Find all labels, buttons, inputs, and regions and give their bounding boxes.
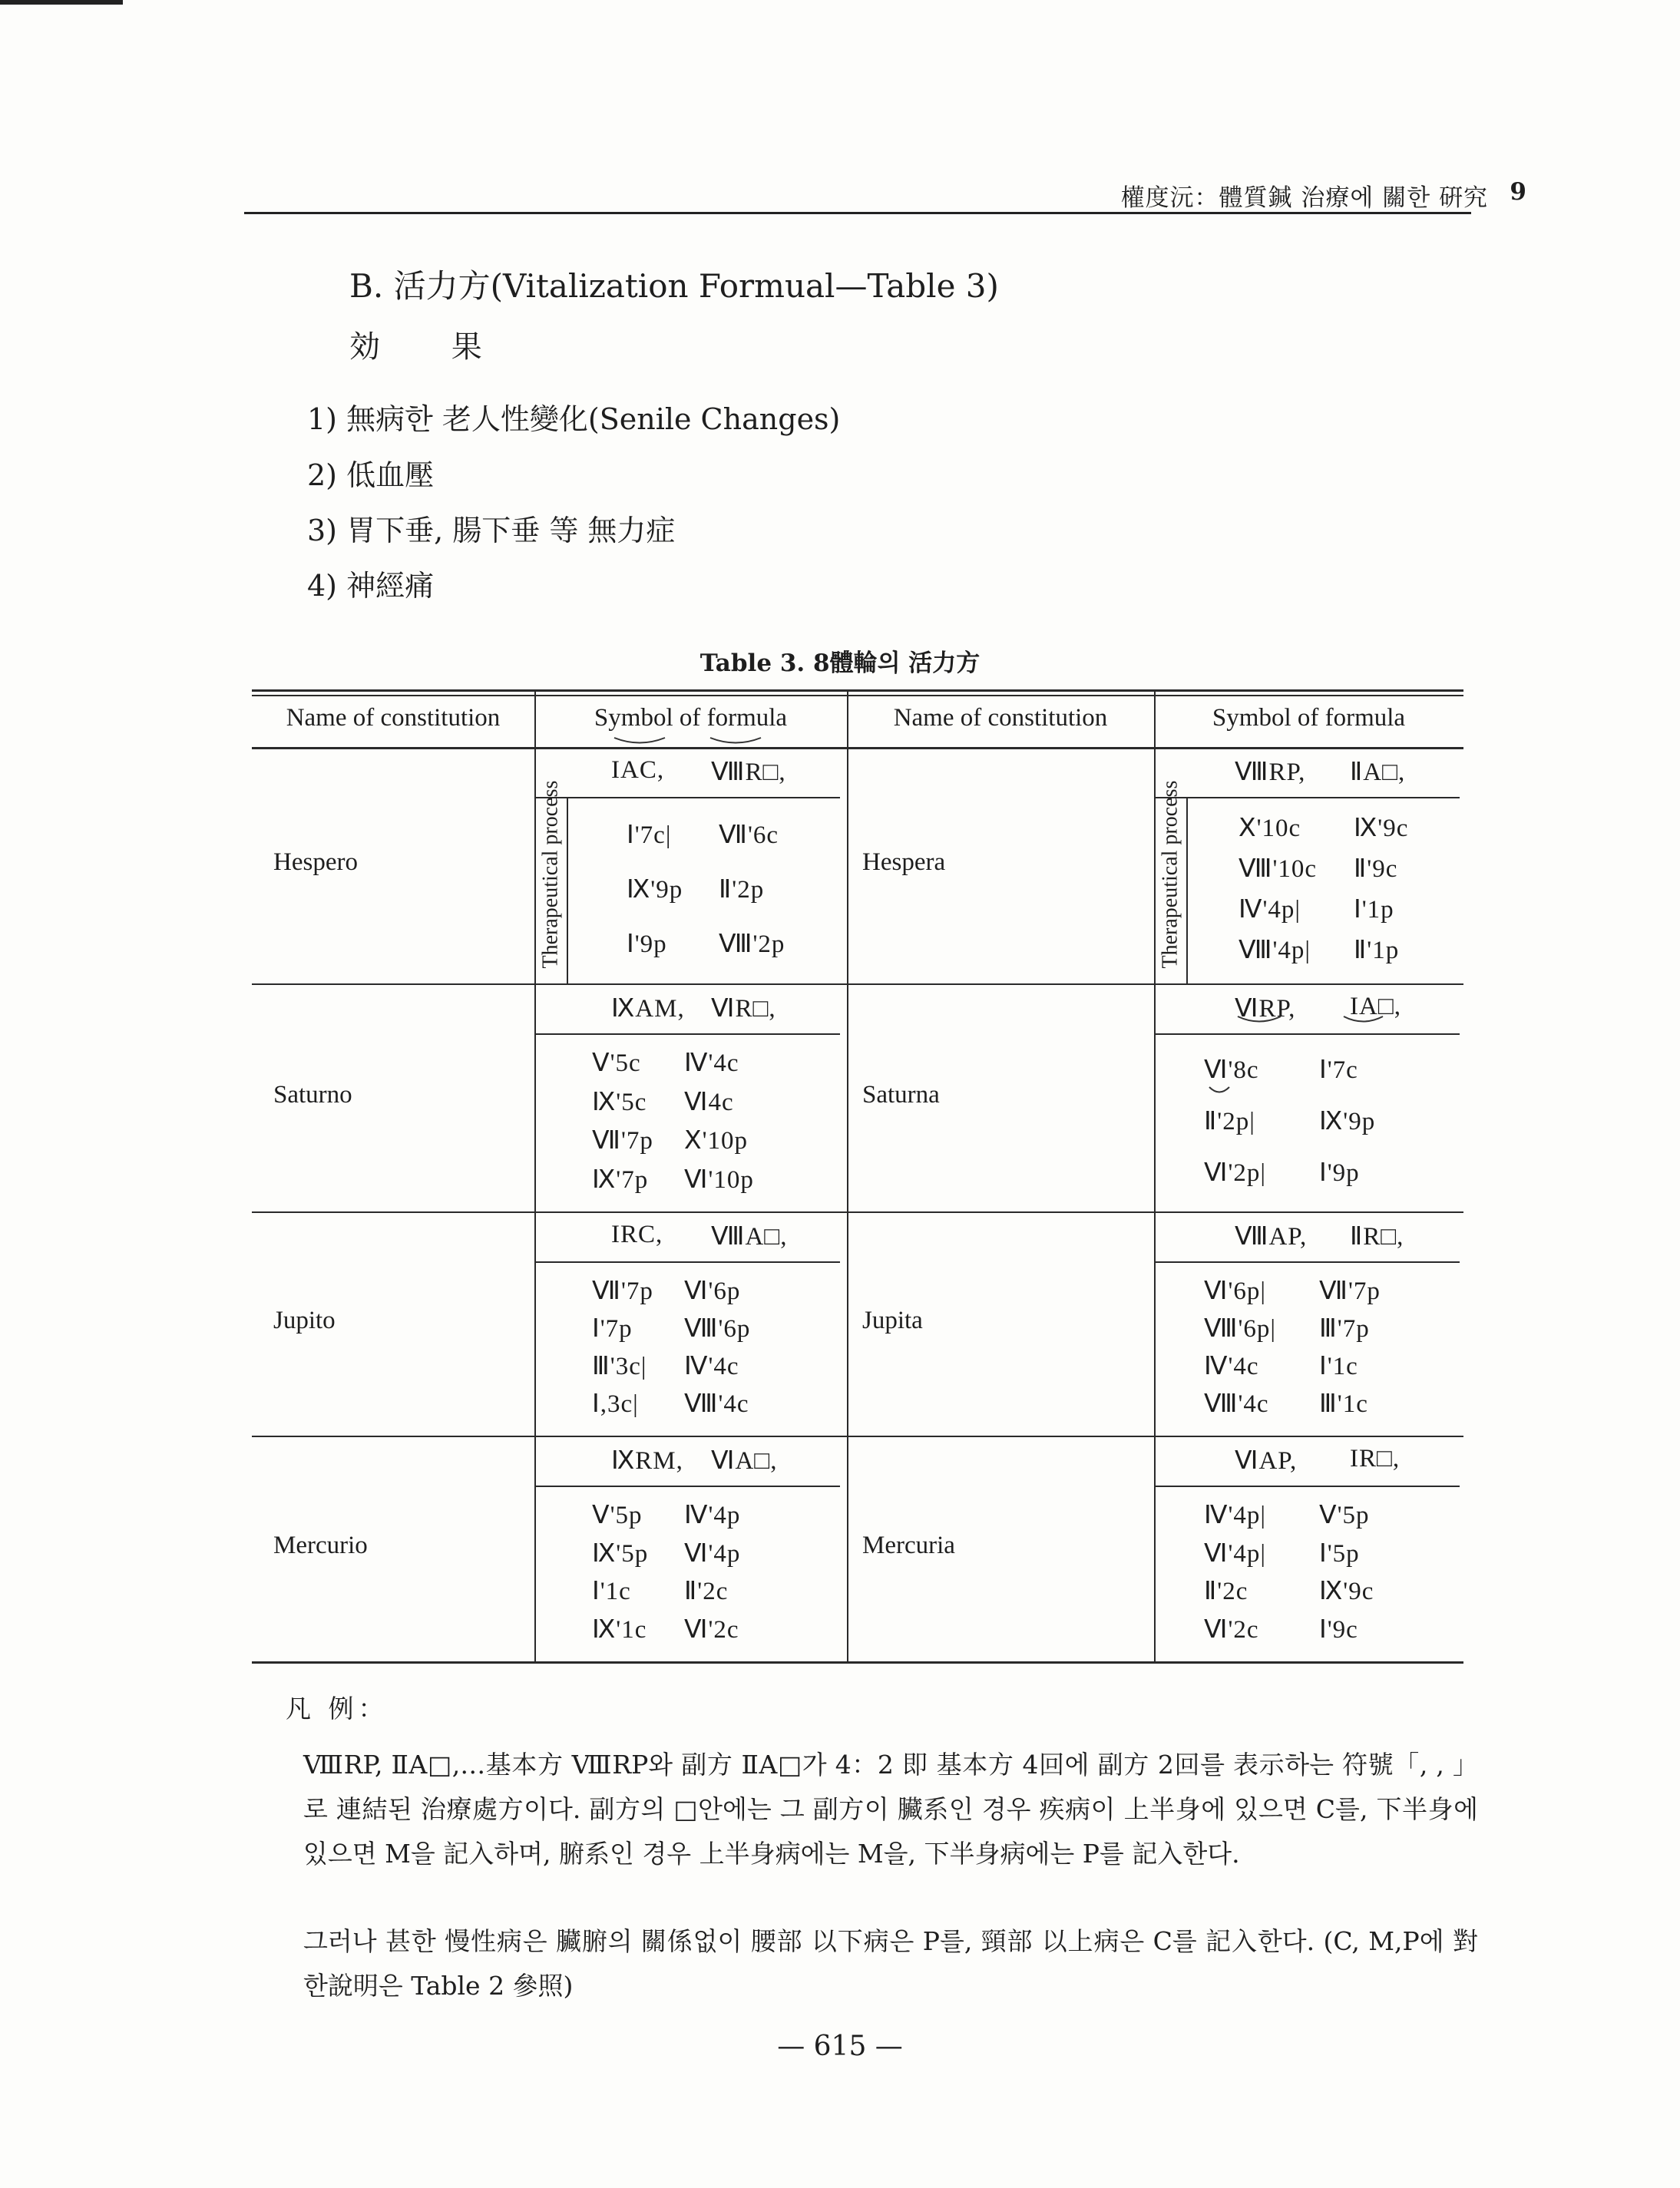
process-step: Ⅲ'1c xyxy=(1319,1390,1368,1419)
process-step: Ⅶ'7p xyxy=(592,1127,653,1155)
formula-divider xyxy=(534,797,840,798)
formula-symbol: ⅥA□, xyxy=(711,1447,778,1475)
column-header: Name of constitution xyxy=(286,704,501,732)
formula-symbol: ⅧRP, xyxy=(1235,759,1306,786)
constitution-name: Jupita xyxy=(862,1307,923,1334)
process-step: Ⅳ'4p xyxy=(684,1501,741,1529)
process-step: Ⅷ'4c xyxy=(684,1390,749,1419)
process-step: Ⅱ'2c xyxy=(1204,1578,1248,1606)
column-header: Symbol of formula xyxy=(1212,704,1406,732)
process-step: Ⅷ'4p| xyxy=(1239,937,1311,965)
formula-symbol: ⅧAP, xyxy=(1235,1223,1308,1251)
process-step: Ⅱ'2c xyxy=(684,1578,729,1606)
formula-table xyxy=(252,689,1463,1661)
formula-symbol: ⅨRM, xyxy=(611,1447,683,1475)
process-step: Ⅹ'10p xyxy=(684,1127,749,1155)
process-step: Ⅳ'4p| xyxy=(1239,896,1301,924)
row-separator xyxy=(252,983,1463,985)
formula-symbol: ⅧR□, xyxy=(711,759,786,786)
process-step: Ⅸ'5c xyxy=(592,1088,647,1116)
process-step: Ⅵ'2c xyxy=(1204,1616,1259,1644)
process-step: Ⅴ'5p xyxy=(1319,1501,1370,1529)
therapeutic-process-label: Therapeutical process xyxy=(538,780,562,968)
process-step: Ⅵ'8c xyxy=(1204,1056,1259,1084)
legend-paragraph: ⅧRP, ⅡA□,…基本方 ⅧRP와 副方 ⅡA□가 4：2 即 基本方 4回에 副方 2回를 表示하는 符號「, , 」로 連結된 治療處方이다. 副方의 □안에는 그 副方이 臟系인 경우 疾病이 上半身에 있으면 C를, 下半身에 있으면 M을 記入하며, 腑系인 경우 上半身病에는 M을, 下半身病에는 P를 記入한다. xyxy=(303,1750,1478,1869)
constitution-name: Jupito xyxy=(273,1307,336,1334)
formula-symbol: ⅡR□, xyxy=(1350,1223,1404,1251)
column-separator xyxy=(1154,689,1156,1661)
formula-divider xyxy=(1154,1033,1460,1035)
page-number: — 615 — xyxy=(777,2031,903,2062)
process-step: Ⅳ'4p| xyxy=(1204,1501,1267,1529)
legend-label: 凡 例： xyxy=(286,1694,389,1724)
process-step: Ⅹ'10c xyxy=(1239,814,1301,842)
header-page-number: 9 xyxy=(1510,178,1526,206)
process-step: Ⅳ'4c xyxy=(684,1049,739,1078)
process-step: Ⅰ'7c| xyxy=(627,821,672,849)
link-arc xyxy=(1208,1085,1231,1097)
process-step: Ⅷ'6p| xyxy=(1204,1314,1277,1343)
process-step: Ⅰ'9p xyxy=(1319,1159,1360,1188)
process-step: Ⅳ'4c xyxy=(684,1353,739,1381)
effect-item: 1) 無病한 老人性變化(Senile Changes) xyxy=(307,402,841,436)
process-step: Ⅵ'6p| xyxy=(1204,1277,1266,1305)
process-step: Ⅵ'4p| xyxy=(1204,1539,1266,1568)
process-step: Ⅵ'10p xyxy=(684,1165,754,1194)
process-step: Ⅶ'7p xyxy=(592,1277,653,1305)
constitution-name: Mercurio xyxy=(273,1532,368,1559)
running-header: 權度沅：體質鍼 治療에 關한 硏究 xyxy=(1120,184,1488,212)
link-arc xyxy=(1236,1014,1282,1026)
therapeutic-process-label: Therapeutical process xyxy=(1158,780,1182,968)
column-header: Name of constitution xyxy=(893,704,1108,732)
process-step: Ⅰ'1c xyxy=(1319,1353,1358,1381)
header-rule xyxy=(244,212,1471,214)
formula-divider xyxy=(534,1486,840,1487)
formula-symbol: ⅥRP, xyxy=(1235,995,1296,1023)
formula-symbol: IRC, xyxy=(611,1221,663,1248)
section-title: B. 活力方(Vitalization Formual—Table 3) xyxy=(349,267,999,305)
process-step: Ⅰ'9p xyxy=(627,930,667,958)
process-step: Ⅰ'5p xyxy=(1319,1539,1360,1568)
header-bottom-rule xyxy=(252,747,1463,749)
process-step: Ⅸ'9c xyxy=(1319,1578,1374,1606)
therapy-divider xyxy=(567,797,568,983)
process-step: Ⅵ'4p xyxy=(684,1539,741,1568)
constitution-name: Mercuria xyxy=(862,1532,955,1559)
formula-divider xyxy=(534,1261,840,1263)
table-caption: Table 3. 8體輪의 活力方 xyxy=(699,649,981,677)
formula-divider xyxy=(1154,1261,1460,1263)
formula-symbol: ⅥAP, xyxy=(1235,1447,1298,1475)
process-step: Ⅵ'6p xyxy=(684,1277,741,1305)
effect-item: 2) 低血壓 xyxy=(307,458,435,492)
process-step: Ⅱ'1p xyxy=(1354,937,1400,965)
constitution-name: Saturno xyxy=(273,1080,352,1109)
process-step: Ⅶ'7p xyxy=(1319,1277,1381,1305)
process-step: Ⅰ'1p xyxy=(1354,896,1394,924)
process-step: Ⅵ'2p| xyxy=(1204,1159,1266,1188)
process-step: Ⅸ'7p xyxy=(592,1165,649,1194)
formula-symbol: ⅡA□, xyxy=(1350,759,1406,786)
formula-symbol: IR□, xyxy=(1350,1445,1401,1472)
effect-item: 4) 神經痛 xyxy=(307,569,435,603)
process-step: Ⅴ'5p xyxy=(592,1501,643,1529)
row-separator xyxy=(252,1211,1463,1213)
process-step: Ⅸ'5p xyxy=(592,1539,649,1568)
link-arc xyxy=(1342,1014,1384,1026)
process-step: Ⅶ'6c xyxy=(719,821,779,849)
process-step: Ⅱ'2p| xyxy=(1204,1108,1255,1135)
formula-symbol: IAC, xyxy=(611,756,665,784)
constitution-name: Hespero xyxy=(273,848,358,876)
process-step: Ⅵ'2c xyxy=(684,1616,739,1644)
scan-edge-mark xyxy=(0,0,123,5)
process-step: Ⅸ'9c xyxy=(1354,814,1409,842)
process-step: Ⅰ'7c xyxy=(1319,1056,1358,1084)
formula-symbol: ⅥR□, xyxy=(711,995,776,1023)
formula-symbol: ⅧA□, xyxy=(711,1223,788,1251)
constitution-name: Hespera xyxy=(862,848,946,876)
legend-paragraph: 그러나 甚한 慢性病은 臟腑의 關係없이 腰部 以下病은 P를, 頸部 以上病은 C를 記入한다. (C, M,P에 對한說明은 Table 2 參照) xyxy=(303,1926,1478,2001)
formula-symbol: IA□, xyxy=(1350,993,1402,1020)
process-step: Ⅸ'9p xyxy=(1319,1108,1376,1135)
column-separator xyxy=(534,689,536,1661)
process-step: Ⅷ'6p xyxy=(684,1314,751,1343)
effect-item: 3) 胃下垂, 腸下垂 等 無力症 xyxy=(307,514,676,547)
constitution-name: Saturna xyxy=(862,1080,940,1109)
column-separator xyxy=(847,689,848,1661)
formula-divider xyxy=(534,1033,840,1035)
process-step: Ⅰ'7p xyxy=(592,1314,633,1343)
process-step: Ⅰ,3c| xyxy=(592,1390,639,1419)
formula-divider xyxy=(1154,1486,1460,1487)
process-step: Ⅷ'2p xyxy=(719,930,785,958)
process-step: Ⅲ'3c| xyxy=(592,1353,647,1381)
process-step: Ⅲ'7p xyxy=(1319,1314,1370,1343)
process-step: Ⅰ'9c xyxy=(1319,1616,1358,1644)
table-bottom-rule xyxy=(252,1661,1463,1664)
process-step: Ⅷ'4c xyxy=(1204,1390,1269,1419)
column-header: Symbol of formula xyxy=(594,704,788,732)
process-step: Ⅸ'1c xyxy=(592,1616,647,1644)
formula-symbol: ⅨAM, xyxy=(611,995,685,1023)
effects-label: 効 果 xyxy=(349,329,513,365)
link-arc xyxy=(613,735,666,748)
therapy-divider xyxy=(1186,797,1188,983)
process-step: Ⅳ'4c xyxy=(1204,1353,1259,1381)
process-step: Ⅷ'10c xyxy=(1239,854,1318,883)
row-separator xyxy=(252,1436,1463,1437)
process-step: Ⅰ'1c xyxy=(592,1578,631,1606)
process-step: Ⅴ'5c xyxy=(592,1049,641,1078)
link-arc xyxy=(709,735,762,748)
process-step: Ⅱ'9c xyxy=(1354,854,1398,883)
process-step: Ⅸ'9p xyxy=(627,875,683,904)
formula-divider xyxy=(1154,797,1460,798)
process-step: Ⅱ'2p xyxy=(719,875,765,904)
process-step: Ⅵ4c xyxy=(684,1088,734,1116)
